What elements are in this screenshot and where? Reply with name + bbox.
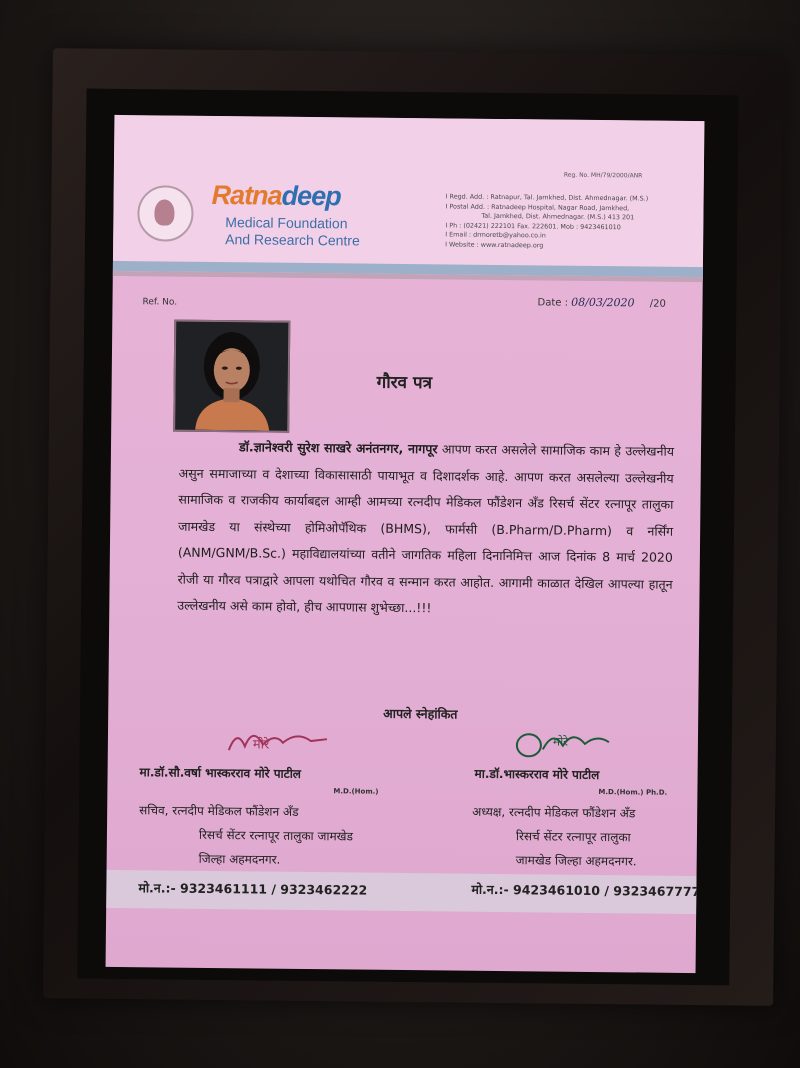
logo [211,180,340,212]
org-name [225,214,360,249]
signatory-role-left-2: रिसर्च सेंटर रत्नापूर तालुका जामखेड [198,827,354,844]
signatory-role-left-1: सचिव, रत्नदीप मेडिकल फौंडेशन अँड [139,803,299,819]
org-line1: Medical Foundation [225,214,348,232]
certificate [106,115,705,973]
recipient-name: डॉ.ज्ञानेश्वरी सुरेश साखरे अनंतनगर, नागपूर [238,439,438,457]
letterhead [113,115,705,281]
signatory-name-left: मा.डॉ.सौ.वर्षा भास्करराव मोरे पाटील [139,765,302,781]
signatory-degree-left: M.D.(Hom.) [333,787,379,796]
signature-text-right: मोरे [552,734,569,749]
signatory-role-right-1: अध्यक्ष, रत्नदीप मेडिकल फौंडेशन अँड [472,804,636,821]
address-line: I Ph : (02421) 222101 Fax. 222601. Mob : 9423461010 [445,221,621,232]
signatory-role-left-3: जिल्हा अहमदनगर. [198,851,281,867]
regards: आपले स्नेहांकित [383,705,458,722]
address-line: I Website : www.ratnadeep.org [445,240,544,250]
address-line: I Email : drmoretb@yahoo.co.in [445,230,546,240]
signature-left [223,722,333,763]
signatory-mobile-left: मो.न.:- 9323461111 / 9323462222 [138,880,368,898]
signature-right [513,723,623,764]
ref-no-label: Ref. No. [142,297,178,308]
emblem-icon [137,185,194,242]
signatory-degree-right: M.D.(Hom.) Ph.D. [598,788,668,797]
certificate-body [177,434,674,625]
address-line: Tal. Jamkhed, Dist. Ahmednagar. (M.S.) 413 201 [481,211,635,222]
date [537,295,665,309]
signatory-name-right: मा.डॉ.भास्करराव मोरे पाटील [474,766,600,783]
portrait-image [175,322,288,431]
signatory-role-right-3: जामखेड जिल्हा अहमदनगर. [515,853,637,869]
signatory-mobile-right: मो.न.:- 9423461010 / 9323467777 [471,881,701,900]
date-label: Date : [537,297,569,309]
address-line: I Postal Add. : Ratnadeep Hospital, Nagar Road, Jamkhed, [445,201,630,212]
address-block [445,192,686,252]
org-line2: And Research Centre [225,231,360,249]
recipient-photo [173,320,290,433]
signature-text-left: मोरे [252,737,270,753]
date-value: 08/03/2020 [571,295,635,310]
logo-part2: deep [281,180,341,212]
registration-number: Reg. No. MH/79/2000/ANR [563,171,643,180]
body-text: आपण करत असलेले सामाजिक काम हे उल्लेखनीय असुन समाजाच्या व देशाच्या विकासासाठी पायाभूत व दिशादर्शक आहे. आपण करत असलेल्या उल्लेखनीय सामाजिक व राजकीय कार्याबद्दल आम्ही आमच्या रत्नदीप मेडिकल फौंडेशन अँड रिसर्च सेंटर रत्नापूर तालुका जामखेड या संस्थेच्या होमिओपॅथिक (BHMS), फार्मसी (B.Pharm/D.Pharm) व नर्सिंग (ANM/GNM/B.Sc.) महाविद्यालयांच्या वतीने जागतिक महिला दिनानिमित्त आज दिनांक 8 मार्च 2020 रोजी या गौरव पत्राद्वारे आपला यथोचित गौरव व सन्मान करत आहोत. आगामी काळात देखिल आपल्या हातून उल्लेखनीय असे काम होवो, हीच आपणास शुभेच्छा...!!! [177,441,675,616]
address-line: I Regd. Add. : Ratnapur, Tal. Jamkhed, Dist. Ahmednagar. (M.S.) [445,192,649,203]
signatory-role-right-2: रिसर्च सेंटर रत्नापूर तालुका [515,829,631,845]
certificate-title: गौरव पत्र [376,372,433,394]
logo-part1: Ratna [211,179,282,211]
date-suffix: /20 [649,298,666,310]
